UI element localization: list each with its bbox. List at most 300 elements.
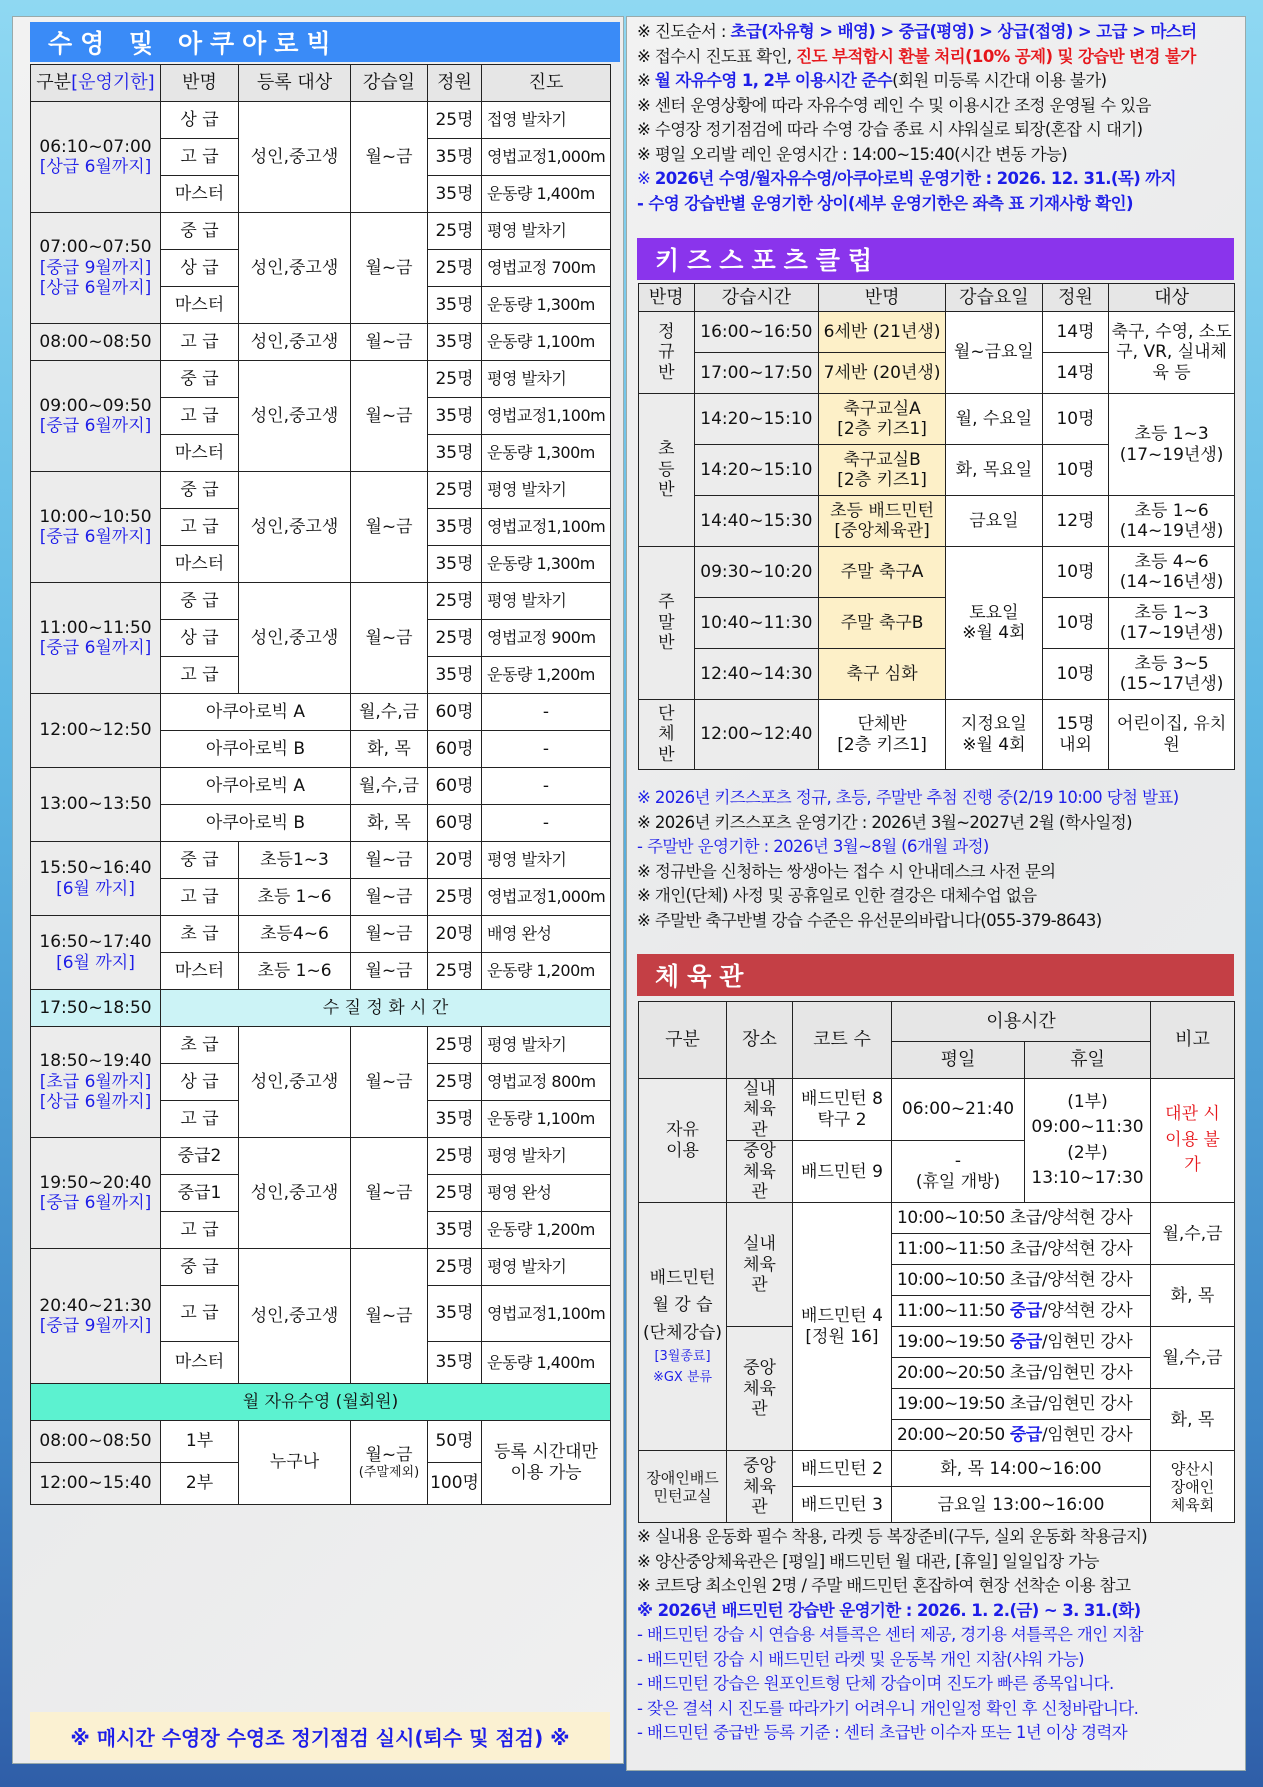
days-cell: 월~금 (주말제외) xyxy=(351,1421,428,1505)
table-row xyxy=(639,1327,1235,1358)
group-label: 배드민턴 월 강 습 (단체강습) [3월종료] ※GX 분류 xyxy=(639,1203,727,1451)
progress-cell: 배영 완성 xyxy=(482,916,611,953)
swim-section-title: 수영 및 아쿠아로빅 xyxy=(30,22,620,62)
days-cell: 월~금 xyxy=(351,472,428,583)
class-cell: 초 급 xyxy=(161,1027,239,1064)
days-cell: 지정요일 ※월 4회 xyxy=(946,700,1043,770)
target-cell: 초등 1~3 (17~19년생) xyxy=(1109,394,1235,496)
class-cell: 마스터 xyxy=(161,953,239,990)
progress-cell: 평영 발차기 xyxy=(482,583,611,620)
class-cell: 고 급 xyxy=(161,324,239,361)
lesson-cell: 11:00~11:50 초급/양석현 강사 xyxy=(892,1234,1151,1265)
remark-cell: 대관 시 이용 불가 xyxy=(1151,1079,1235,1203)
capacity-cell: 25명 xyxy=(428,213,482,250)
courts-cell: 배드민턴 4 [정원 16] xyxy=(793,1203,892,1451)
place-cell: 실내체육관 xyxy=(727,1203,793,1327)
class-cell: 중급1 xyxy=(161,1175,239,1212)
note-item: ※ 접수시 진도표 확인, 진도 부적합시 환불 처리(10% 공제) 및 강습반 변경 불가 xyxy=(637,46,1196,66)
capacity-cell: 60명 xyxy=(428,694,482,731)
time-cell: 06:10~07:00 [상급 6월까지] xyxy=(31,102,161,213)
note-item: ※ 진도순서 : 초급(자유형 > 배영) > 중급(평영) > 상급(접영) > 고급 > 마스터 xyxy=(637,22,1197,41)
target-cell: 성인,중고생 xyxy=(239,102,351,213)
note-item: - 잦은 결석 시 진도를 따라가기 어려우니 개인일정 확인 후 신청바랍니다. xyxy=(637,1698,1139,1718)
capacity-cell: 35명 xyxy=(428,1101,482,1138)
capacity-cell: 10명 xyxy=(1042,547,1108,598)
target-cell: 성인,중고생 xyxy=(239,583,351,694)
class-cell: 고 급 xyxy=(161,879,239,916)
weekday-cell: - (휴일 개방) xyxy=(892,1141,1025,1203)
holiday-cell: (1부) 09:00~11:30 (2부) 13:10~17:30 xyxy=(1025,1079,1151,1203)
time-cell: 13:00~13:50 xyxy=(31,768,161,842)
progress-cell: 운동량 1,100m xyxy=(482,1101,611,1138)
capacity-cell: 14명 xyxy=(1042,312,1108,353)
progress-cell: 영법교정1,100m xyxy=(482,1286,611,1342)
header-target: 대상 xyxy=(1109,284,1235,312)
weekday-cell: 06:00~21:40 xyxy=(892,1079,1025,1141)
time-cell: 20:40~21:30 [중급 9월까지] xyxy=(31,1249,161,1384)
table-row xyxy=(639,649,1235,700)
purification-row xyxy=(31,990,611,1027)
class-cell: 상 급 xyxy=(161,250,239,287)
capacity-cell: 35명 xyxy=(428,324,482,361)
capacity-cell: 35명 xyxy=(428,657,482,694)
table-row xyxy=(31,916,611,953)
class-cell: 상 급 xyxy=(161,1064,239,1101)
class-cell: 고 급 xyxy=(161,509,239,546)
target-cell: 초등 1~3 (17~19년생) xyxy=(1109,598,1235,649)
kids-notes xyxy=(637,784,1179,931)
target-cell: 초등 3~5 (15~17년생) xyxy=(1109,649,1235,700)
table-row xyxy=(31,768,611,805)
time-cell: 10:40~11:30 xyxy=(694,598,819,649)
lesson-cell: 19:00~19:50 중급/임현민 강사 xyxy=(892,1327,1151,1358)
days-cell: 금요일 xyxy=(946,496,1043,547)
table-row xyxy=(31,1421,611,1463)
class-cell: 마스터 xyxy=(161,287,239,324)
days-cell: 월~금 xyxy=(351,1027,428,1138)
progress-cell: 접영 발차기 xyxy=(482,102,611,139)
class-cell: 아쿠아로빅 A xyxy=(161,694,351,731)
note-item: - 배드민턴 강습 시 연습용 셔틀콕은 센터 제공, 경기용 셔틀콕은 개인 지참 xyxy=(637,1625,1143,1644)
class-cell: 아쿠아로빅 B xyxy=(161,731,351,768)
part-cell: 1부 xyxy=(161,1421,239,1463)
days-cell: 화, 목 xyxy=(1151,1389,1235,1451)
place-cell: 중앙체육관 xyxy=(727,1327,793,1451)
time-cell: 08:00~08:50 xyxy=(31,1421,161,1463)
note-item: ※ 2026년 배드민턴 강습반 운영기한 : 2026. 1. 2.(금) ~ 3. 31.(화) xyxy=(637,1600,1141,1620)
capacity-cell: 25명 xyxy=(428,1138,482,1175)
part-cell: 2부 xyxy=(161,1463,239,1505)
place-cell: 중앙체육관 xyxy=(727,1451,793,1523)
kids-schedule-table xyxy=(638,283,1235,770)
place-cell: 실내체육관 xyxy=(727,1079,793,1141)
progress-cell: 운동량 1,300m xyxy=(482,546,611,583)
days-cell: 월,수,금 xyxy=(351,768,428,805)
time-cell: 11:00~11:50 [중급 6월까지] xyxy=(31,583,161,694)
time-cell: 화, 목 14:00~16:00 xyxy=(892,1451,1151,1487)
class-cell: 고 급 xyxy=(161,1212,239,1249)
time-cell: 18:50~19:40 [초급 6월까지] [상급 6월까지] xyxy=(31,1027,161,1138)
header-class: 반명 xyxy=(161,65,239,102)
note-item: ※ 2026년 키즈스포츠 운영기간 : 2026년 3월~2027년 2월 (학사일정) xyxy=(637,812,1132,832)
capacity-cell: 10명 xyxy=(1042,598,1108,649)
time-cell: 14:40~15:30 xyxy=(694,496,819,547)
note-item: ※ 주말반 축구반별 강습 수준은 유선문의바랍니다(055-379-8643) xyxy=(637,910,1102,930)
capacity-cell: 25명 xyxy=(428,583,482,620)
capacity-cell: 14명 xyxy=(1042,353,1108,394)
swim-notes xyxy=(637,18,1196,214)
capacity-cell: 35명 xyxy=(428,1212,482,1249)
time-cell: 19:50~20:40 [중급 6월까지] xyxy=(31,1138,161,1249)
progress-cell: 영법교정1,100m xyxy=(482,398,611,435)
lesson-cell: 10:00~10:50 초급/양석현 강사 xyxy=(892,1203,1151,1234)
days-cell: 월,수,금 xyxy=(1151,1203,1235,1265)
note-item: ※ 수영장 정기점검에 따라 수영 강습 종료 시 샤워실로 퇴장(혼잡 시 대기) xyxy=(637,120,1143,139)
progress-cell: 평영 발차기 xyxy=(482,1249,611,1286)
courts-cell: 배드민턴 3 xyxy=(793,1487,892,1523)
capacity-cell: 35명 xyxy=(428,546,482,583)
group-label: 주말반 xyxy=(639,547,695,700)
class-cell: 중 급 xyxy=(161,472,239,509)
table-row xyxy=(639,496,1235,547)
lesson-cell: 11:00~11:50 중급/양석현 강사 xyxy=(892,1296,1151,1327)
time-cell: 15:50~16:40 [6월 까지] xyxy=(31,842,161,916)
header-division: 구분[운영기한] xyxy=(31,65,161,102)
class-cell: 중 급 xyxy=(161,361,239,398)
progress-cell: 운동량 1,200m xyxy=(482,953,611,990)
time-cell: 14:20~15:10 xyxy=(694,394,819,445)
target-cell: 성인,중고생 xyxy=(239,1027,351,1138)
class-cell: 축구교실B [2층 키즈1] xyxy=(819,445,946,496)
table-header-row xyxy=(31,65,611,102)
class-cell: 고 급 xyxy=(161,139,239,176)
progress-cell: 영법교정 800m xyxy=(482,1064,611,1101)
days-cell: 월,수,금 xyxy=(1151,1327,1235,1389)
header-weekday: 평일 xyxy=(892,1042,1025,1079)
progress-cell: 운동량 1,200m xyxy=(482,1212,611,1249)
table-row xyxy=(639,547,1235,598)
progress-cell: 평영 발차기 xyxy=(482,213,611,250)
header-holiday: 휴일 xyxy=(1025,1042,1151,1079)
table-row xyxy=(31,102,611,139)
table-row xyxy=(31,1027,611,1064)
table-row xyxy=(31,1138,611,1175)
progress-cell: 영법교정1,000m xyxy=(482,879,611,916)
days-cell: 월~금 xyxy=(351,361,428,472)
capacity-cell: 25명 xyxy=(428,620,482,657)
header-class: 반명 xyxy=(819,284,946,312)
note-item: ※ 월 자유수영 1, 2부 이용시간 준수(회원 미등록 시간대 이용 불가) xyxy=(637,71,1107,90)
class-cell: 축구교실A [2층 키즈1] xyxy=(819,394,946,445)
class-cell: 단체반 [2층 키즈1] xyxy=(819,700,946,770)
class-cell: 고 급 xyxy=(161,398,239,435)
note-item: ※ 2026년 키즈스포츠 정규, 초등, 주말반 추첨 진행 중(2/19 10:00 당첨 발표) xyxy=(637,788,1179,807)
table-row xyxy=(639,394,1235,445)
header-usage-time: 이용시간 xyxy=(892,1002,1151,1042)
note-item: ※ 센터 운영상황에 따라 자유수영 레인 수 및 이용시간 조정 운영될 수 있음 xyxy=(637,95,1151,115)
note-cell: 등록 시간대만 이용 가능 xyxy=(482,1421,611,1505)
days-cell: 화, 목 xyxy=(1151,1265,1235,1327)
target-cell: 초등 1~6 (14~19년생) xyxy=(1109,496,1235,547)
progress-cell: - xyxy=(482,805,611,842)
class-cell: 중 급 xyxy=(161,1249,239,1286)
days-cell: 월~금 xyxy=(351,916,428,953)
class-cell: 고 급 xyxy=(161,1286,239,1342)
table-row xyxy=(31,213,611,250)
capacity-cell: 35명 xyxy=(428,176,482,213)
time-cell: 09:00~09:50 [중급 6월까지] xyxy=(31,361,161,472)
capacity-cell: 25명 xyxy=(428,953,482,990)
table-header-row xyxy=(639,284,1235,312)
time-cell: 17:00~17:50 xyxy=(694,353,819,394)
class-cell: 마스터 xyxy=(161,176,239,213)
lesson-cell: 20:00~20:50 초급/임현민 강사 xyxy=(892,1358,1151,1389)
capacity-cell: 35명 xyxy=(428,139,482,176)
header-courts: 코트 수 xyxy=(793,1002,892,1079)
courts-cell: 배드민턴 9 xyxy=(793,1141,892,1203)
capacity-cell: 60명 xyxy=(428,731,482,768)
capacity-cell: 25명 xyxy=(428,361,482,398)
class-cell: 주말 축구A xyxy=(819,547,946,598)
note-item: ※ 평일 오리발 레인 운영시간 : 14:00~15:40(시간 변동 가능) xyxy=(637,144,1068,164)
progress-cell: 평영 발차기 xyxy=(482,1027,611,1064)
class-cell: 주말 축구B xyxy=(819,598,946,649)
note-item: ※ 양산중앙체육관은 [평일] 배드민턴 월 대관, [휴일] 일일입장 가능 xyxy=(637,1551,1099,1571)
lesson-cell: 19:00~19:50 초급/임현민 강사 xyxy=(892,1389,1151,1420)
courts-cell: 배드민턴 8 탁구 2 xyxy=(793,1079,892,1141)
target-cell: 축구, 수영, 소도구, VR, 실내체육 등 xyxy=(1109,312,1235,394)
capacity-cell: 25명 xyxy=(428,102,482,139)
header-time: 강습시간 xyxy=(694,284,819,312)
note-item: ※ 정규반을 신청하는 쌍생아는 접수 시 안내데스크 사전 문의 xyxy=(637,861,1056,881)
courts-cell: 배드민턴 2 xyxy=(793,1451,892,1487)
capacity-cell: 20명 xyxy=(428,842,482,879)
group-label: 단체반 xyxy=(639,700,695,770)
days-cell: 월~금 xyxy=(351,842,428,879)
progress-cell: 영법교정1,000m xyxy=(482,139,611,176)
kids-section-title: 키즈스포츠클럽 xyxy=(637,238,1234,280)
capacity-cell: 10명 xyxy=(1042,394,1108,445)
capacity-cell: 35명 xyxy=(428,287,482,324)
time-cell: 16:50~17:40 [6월 까지] xyxy=(31,916,161,990)
time-cell: 16:00~16:50 xyxy=(694,312,819,353)
header-days: 강습요일 xyxy=(946,284,1043,312)
swim-schedule-table xyxy=(30,64,611,1505)
time-cell: 10:00~10:50 [중급 6월까지] xyxy=(31,472,161,583)
progress-cell: 평영 발차기 xyxy=(482,472,611,509)
table-row xyxy=(639,1203,1235,1234)
time-cell: 12:40~14:30 xyxy=(694,649,819,700)
target-cell: 성인,중고생 xyxy=(239,213,351,324)
days-cell: 월~금 xyxy=(351,879,428,916)
capacity-cell: 60명 xyxy=(428,805,482,842)
days-cell: 월~금 xyxy=(351,1138,428,1249)
days-cell: 화, 목 xyxy=(351,805,428,842)
days-cell: 월~금요일 xyxy=(946,312,1043,394)
target-cell: 초등 4~6 (14~16년생) xyxy=(1109,547,1235,598)
purification-label: 수 질 정 화 시 간 xyxy=(161,990,611,1027)
group-label: 정규반 xyxy=(639,312,695,394)
class-cell: 축구 심화 xyxy=(819,649,946,700)
days-cell: 월~금 xyxy=(351,324,428,361)
days-cell: 월~금 xyxy=(351,953,428,990)
table-row xyxy=(639,312,1235,353)
note-item: - 배드민턴 중급반 등록 기준 : 센터 초급반 이수자 또는 1년 이상 경력자 xyxy=(637,1723,1128,1742)
header-place: 장소 xyxy=(727,1002,793,1079)
days-cell: 월~금 xyxy=(351,102,428,213)
class-cell: 초 급 xyxy=(161,916,239,953)
capacity-cell: 25명 xyxy=(428,1249,482,1286)
table-row xyxy=(31,694,611,731)
note-item: ※ 코트당 최소인원 2명 / 주말 배드민턴 혼잡하여 현장 선착순 이용 참고 xyxy=(637,1576,1131,1595)
progress-cell: - xyxy=(482,768,611,805)
note-item: - 배드민턴 강습 시 배드민턴 라켓 및 운동복 개인 지참(샤워 가능) xyxy=(637,1649,1084,1669)
table-row xyxy=(639,1079,1235,1141)
class-cell: 상 급 xyxy=(161,620,239,657)
capacity-cell: 15명 내외 xyxy=(1042,700,1108,770)
table-row xyxy=(31,324,611,361)
target-cell: 초등 1~6 xyxy=(239,879,351,916)
note-item: - 배드민턴 강습은 원포인트형 단체 강습이며 진도가 빠른 종목입니다. xyxy=(637,1674,1114,1693)
target-cell: 성인,중고생 xyxy=(239,1138,351,1249)
lesson-cell: 20:00~20:50 중급/임현민 강사 xyxy=(892,1420,1151,1451)
table-row xyxy=(31,472,611,509)
time-cell: 12:00~12:40 xyxy=(694,700,819,770)
header-capacity: 정원 xyxy=(1042,284,1108,312)
capacity-cell: 100명 xyxy=(428,1463,482,1505)
capacity-cell: 50명 xyxy=(428,1421,482,1463)
days-cell: 화, 목요일 xyxy=(946,445,1043,496)
time-cell: 12:00~12:50 xyxy=(31,694,161,768)
note-item: ※ 실내용 운동화 필수 착용, 라켓 등 복장준비(구두, 실외 운동화 착용금지) xyxy=(637,1527,1148,1546)
table-row xyxy=(639,700,1235,770)
capacity-cell: 12명 xyxy=(1042,496,1108,547)
table-row xyxy=(639,598,1235,649)
capacity-cell: 35명 xyxy=(428,1286,482,1342)
capacity-cell: 10명 xyxy=(1042,445,1108,496)
header-progress: 진도 xyxy=(482,65,611,102)
class-cell: 마스터 xyxy=(161,435,239,472)
note-item: ※ 개인(단체) 사정 및 공휴일로 인한 결강은 대체수업 없음 xyxy=(637,886,1037,905)
class-cell: 초등 배드민턴 [중앙체육관] xyxy=(819,496,946,547)
lesson-cell: 10:00~10:50 초급/양석현 강사 xyxy=(892,1265,1151,1296)
table-row xyxy=(639,1451,1235,1487)
capacity-cell: 35명 xyxy=(428,1342,482,1384)
table-row xyxy=(31,583,611,620)
time-cell: 08:00~08:50 xyxy=(31,324,161,361)
days-cell: 월~금 xyxy=(351,583,428,694)
class-cell: 마스터 xyxy=(161,1342,239,1384)
capacity-cell: 25명 xyxy=(428,1175,482,1212)
progress-cell: - xyxy=(482,731,611,768)
free-swim-title-row xyxy=(31,1384,611,1421)
class-cell: 6세반 (21년생) xyxy=(819,312,946,353)
progress-cell: 평영 발차기 xyxy=(482,842,611,879)
header-group: 반명 xyxy=(639,284,695,312)
days-cell: 토요일 ※월 4회 xyxy=(946,547,1043,700)
class-cell: 고 급 xyxy=(161,1101,239,1138)
time-cell: 금요일 13:00~16:00 xyxy=(892,1487,1151,1523)
header-target: 등록 대상 xyxy=(239,65,351,102)
target-cell: 초등1~3 xyxy=(239,842,351,879)
remark-cell: 양산시 장애인 체육회 xyxy=(1151,1451,1235,1523)
group-label: 초등반 xyxy=(639,394,695,547)
capacity-cell: 25명 xyxy=(428,1064,482,1101)
table-header-row xyxy=(639,1002,1235,1042)
swim-inspection-notice: ※ 매시간 수영장 수영조 정기점검 실시(퇴수 및 점검) ※ xyxy=(30,1712,610,1760)
capacity-cell: 35명 xyxy=(428,509,482,546)
class-cell: 중 급 xyxy=(161,213,239,250)
time-cell: 07:00~07:50 [중급 9월까지] [상급 6월까지] xyxy=(31,213,161,324)
note-item: - 수영 강습반별 운영기한 상이(세부 운영기한은 좌측 표 기재사항 확인) xyxy=(637,193,1133,213)
days-cell: 월~금 xyxy=(351,1249,428,1384)
days-cell: 월, 수요일 xyxy=(946,394,1043,445)
time-cell: 09:30~10:20 xyxy=(694,547,819,598)
target-cell: 초등4~6 xyxy=(239,916,351,953)
capacity-cell: 60명 xyxy=(428,768,482,805)
target-cell: 성인,중고생 xyxy=(239,472,351,583)
header-capacity: 정원 xyxy=(428,65,482,102)
class-cell: 상 급 xyxy=(161,102,239,139)
class-cell: 중 급 xyxy=(161,583,239,620)
progress-cell: 운동량 1,400m xyxy=(482,1342,611,1384)
capacity-cell: 35명 xyxy=(428,435,482,472)
gym-notes xyxy=(637,1523,1147,1744)
progress-cell: 영법교정 900m xyxy=(482,620,611,657)
class-cell: 아쿠아로빅 B xyxy=(161,805,351,842)
header-days: 강습일 xyxy=(351,65,428,102)
target-cell: 성인,중고생 xyxy=(239,361,351,472)
days-cell: 월,수,금 xyxy=(351,694,428,731)
gym-section-title: 체육관 xyxy=(637,954,1234,996)
class-cell: 아쿠아로빅 A xyxy=(161,768,351,805)
class-cell: 중 급 xyxy=(161,842,239,879)
progress-cell: 운동량 1,300m xyxy=(482,435,611,472)
target-cell: 누구나 xyxy=(239,1421,351,1505)
capacity-cell: 20명 xyxy=(428,916,482,953)
progress-cell: 운동량 1,300m xyxy=(482,287,611,324)
capacity-cell: 25명 xyxy=(428,1027,482,1064)
class-cell: 마스터 xyxy=(161,546,239,583)
table-row xyxy=(31,361,611,398)
target-cell: 성인,중고생 xyxy=(239,1249,351,1384)
note-item: - 주말반 운영기한 : 2026년 3월~8월 (6개월 과정) xyxy=(637,837,989,856)
header-remark: 비고 xyxy=(1151,1002,1235,1079)
table-row xyxy=(31,842,611,879)
time-cell: 12:00~15:40 xyxy=(31,1463,161,1505)
time-cell: 14:20~15:10 xyxy=(694,445,819,496)
progress-cell: 운동량 1,200m xyxy=(482,657,611,694)
time-cell: 17:50~18:50 xyxy=(31,990,161,1027)
group-label: 자유이용 xyxy=(639,1079,727,1203)
progress-cell: 영법교정 700m xyxy=(482,250,611,287)
progress-cell: - xyxy=(482,694,611,731)
target-cell: 성인,중고생 xyxy=(239,324,351,361)
days-cell: 월~금 xyxy=(351,213,428,324)
progress-cell: 운동량 1,100m xyxy=(482,324,611,361)
gym-schedule-table xyxy=(638,1001,1235,1523)
place-cell: 중앙체육관 xyxy=(727,1141,793,1203)
capacity-cell: 35명 xyxy=(428,398,482,435)
progress-cell: 운동량 1,400m xyxy=(482,176,611,213)
capacity-cell: 10명 xyxy=(1042,649,1108,700)
class-cell: 고 급 xyxy=(161,657,239,694)
target-cell: 어린이집, 유치원 xyxy=(1109,700,1235,770)
table-row xyxy=(31,1249,611,1286)
progress-cell: 평영 발차기 xyxy=(482,1138,611,1175)
progress-cell: 평영 완성 xyxy=(482,1175,611,1212)
note-item: ※ 2026년 수영/월자유수영/아쿠아로빅 운영기한 : 2026. 12. 31.(목) 까지 xyxy=(637,169,1176,188)
